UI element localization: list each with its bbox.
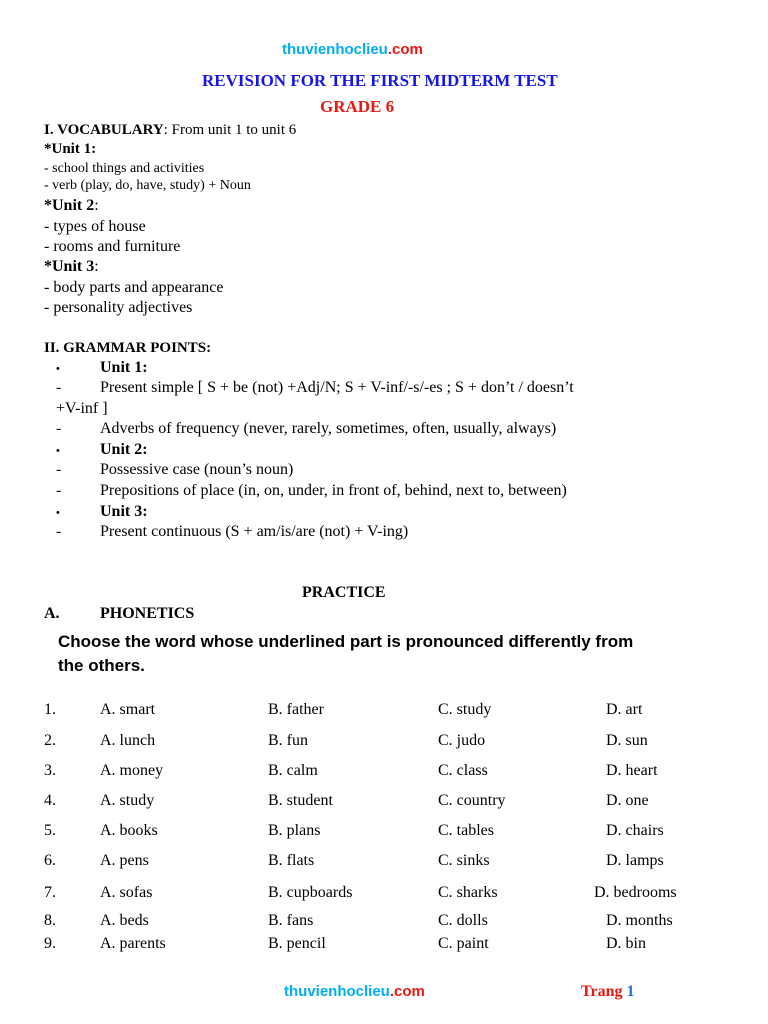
option-a: A. sofas [100, 884, 153, 901]
page-number: 1 [626, 983, 635, 1000]
vocab-unit3-item: - personality adjectives [44, 299, 193, 316]
dash: - [56, 379, 62, 396]
vocab-unit3-item: - body parts and appearance [44, 279, 224, 296]
dash: - [56, 420, 62, 437]
site-name: thuvienhoclieu [282, 41, 388, 58]
question-row [0, 762, 768, 784]
option-a: A. parents [100, 935, 166, 952]
option-c: C. tables [438, 822, 494, 839]
option-d: D. one [606, 792, 649, 809]
option-d: D. months [606, 912, 673, 929]
question-row [0, 701, 768, 723]
option-a: A. study [100, 792, 155, 809]
grammar-unit3-heading: Unit 3: [100, 503, 148, 520]
option-a: A. lunch [100, 732, 156, 749]
grammar-unit1-item: Adverbs of frequency (never, rarely, sometimes, often, usually, always) [100, 420, 557, 437]
question-row [0, 912, 768, 934]
grammar-unit1-heading: Unit 1: [100, 359, 148, 376]
option-b: B. father [268, 701, 324, 718]
section-title: PHONETICS [100, 605, 195, 622]
vocabulary-scope: : From unit 1 to unit 6 [163, 122, 297, 138]
grammar-heading: II. GRAMMAR POINTS: [44, 340, 212, 356]
vocab-unit1-heading: *Unit 1: [44, 141, 97, 157]
option-c: C. study [438, 701, 492, 718]
question-row [0, 732, 768, 754]
site-domain: .com [389, 983, 425, 1000]
vocab-unit2-heading: *Unit 2 [44, 197, 95, 214]
option-a: A. pens [100, 852, 149, 869]
dash: - [56, 523, 62, 540]
bullet: • [56, 507, 60, 519]
option-b: B. fun [268, 732, 308, 749]
question-row [0, 792, 768, 814]
option-d: D. bin [606, 935, 646, 952]
question-row [0, 852, 768, 874]
option-a: A. beds [100, 912, 149, 929]
option-a: A. money [100, 762, 164, 779]
vocabulary-heading-line [44, 122, 296, 139]
question-number: 3. [44, 762, 56, 779]
option-d: D. chairs [606, 822, 664, 839]
question-number: 2. [44, 732, 56, 749]
vocab-unit2-heading-line [44, 197, 99, 215]
site-footer [284, 983, 425, 1000]
page-title: REVISION FOR THE FIRST MIDTERM TEST [202, 71, 558, 90]
question-row [0, 822, 768, 844]
site-domain: .com [387, 41, 423, 58]
option-c: C. country [438, 792, 506, 809]
option-c: C. dolls [438, 912, 488, 929]
option-a: A. smart [100, 701, 156, 718]
option-c: C. sharks [438, 884, 498, 901]
question-number: 7. [44, 884, 56, 901]
option-d: D. sun [606, 732, 648, 749]
vocab-unit3-colon: : [94, 258, 99, 275]
question-number: 9. [44, 935, 56, 952]
option-c: C. class [438, 762, 488, 779]
vocab-unit3-heading-line [44, 258, 99, 276]
practice-heading: PRACTICE [302, 584, 386, 601]
grammar-unit1-item: Present simple [ S + be (not) +Adj/N; S + V-inf/-s/-es ; S + don’t / doesn’t [100, 379, 574, 396]
grammar-unit3-item: Present continuous (S + am/is/are (not) + V-ing) [100, 523, 409, 540]
option-a: A. books [100, 822, 158, 839]
option-c: C. paint [438, 935, 489, 952]
option-b: B. cupboards [268, 884, 353, 901]
site-name: thuvienhoclieu [284, 983, 390, 1000]
dash: - [56, 461, 62, 478]
option-b: B. student [268, 792, 333, 809]
grammar-unit2-item: Prepositions of place (in, on, under, in front of, behind, next to, between) [100, 482, 567, 499]
grammar-unit2-item: Possessive case (noun’s noun) [100, 461, 294, 478]
option-c: C. judo [438, 732, 486, 749]
vocab-unit2-item: - rooms and furniture [44, 238, 181, 255]
question-number: 5. [44, 822, 56, 839]
grammar-unit2-heading: Unit 2: [100, 441, 148, 458]
option-d: D. lamps [606, 852, 664, 869]
question-number: 4. [44, 792, 56, 809]
instruction-line-1: Choose the word whose underlined part is pronounced differently from [58, 632, 634, 651]
instruction-line-2: the others. [58, 656, 145, 675]
option-d: D. bedrooms [594, 884, 677, 901]
question-row [0, 935, 768, 957]
vocab-unit3-heading: *Unit 3 [44, 258, 95, 275]
vocabulary-heading: I. VOCABULARY [44, 122, 164, 138]
option-b: B. fans [268, 912, 314, 929]
option-b: B. plans [268, 822, 321, 839]
grammar-unit1-item-cont: +V-inf ] [56, 400, 108, 417]
vocab-unit1-item: - verb (play, do, have, study) + Noun [44, 178, 251, 193]
vocab-unit1-item: - school things and activities [44, 161, 205, 176]
option-b: B. pencil [268, 935, 326, 952]
bullet: • [56, 445, 60, 457]
vocab-unit2-colon: : [94, 197, 99, 214]
section-letter: A. [44, 605, 60, 622]
question-number: 8. [44, 912, 56, 929]
question-number: 1. [44, 701, 56, 718]
grade-label: GRADE 6 [320, 97, 395, 116]
option-c: C. sinks [438, 852, 490, 869]
bullet: • [56, 363, 60, 375]
option-b: B. calm [268, 762, 318, 779]
page-indicator [581, 983, 634, 1001]
page-label: Trang [581, 983, 627, 1000]
option-b: B. flats [268, 852, 315, 869]
question-number: 6. [44, 852, 56, 869]
option-d: D. heart [606, 762, 658, 779]
vocab-unit2-item: - types of house [44, 218, 146, 235]
question-row [0, 884, 768, 906]
site-header [282, 41, 423, 58]
dash: - [56, 482, 62, 499]
option-d: D. art [606, 701, 643, 718]
